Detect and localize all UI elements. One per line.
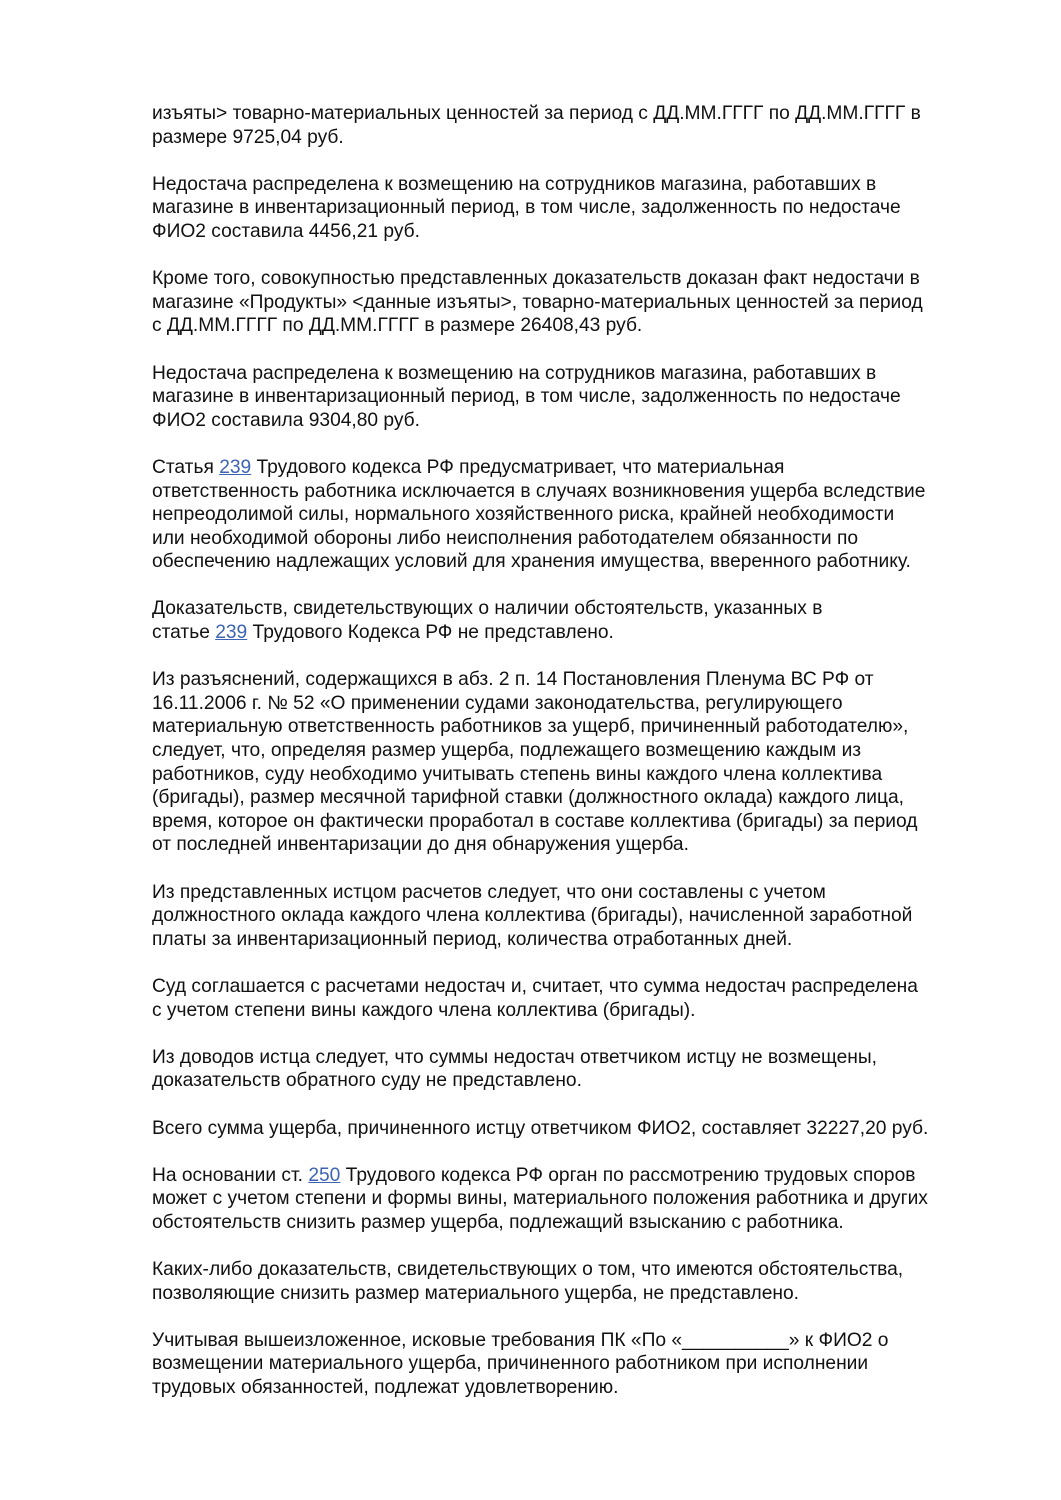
text-segment: На основании ст. — [152, 1164, 309, 1186]
paragraph-total-damage — [152, 1117, 997, 1141]
text-line — [152, 1164, 997, 1188]
text-line: от последней инвентаризации до дня обнаружения ущерба. — [152, 834, 689, 856]
text-line: работников, суду необходимо учитывать степень вины каждого члена коллектива — [152, 763, 883, 785]
text-line: Учитывая вышеизложенное, исковые требования ПК «По «__________» к ФИО2 о — [152, 1329, 889, 1351]
text-line: может с учетом степени и формы вины, материального положения работника и других — [152, 1188, 928, 1210]
text-line: обеспечению надлежащих условий для хранения имущества, вверенного работнику. — [152, 551, 911, 573]
text-line: ответственность работника исключается в случаях возникновения ущерба вследствие — [152, 480, 926, 502]
paragraph-plenum-explanation — [152, 668, 997, 857]
text-line: или необходимой обороны либо неисполнения работодателем обязанности по — [152, 527, 859, 549]
text-line: доказательств обратного суду не представлено. — [152, 1070, 582, 1092]
article-239-link[interactable]: 239 — [215, 622, 248, 644]
paragraph-shortage-distribution-2 — [152, 362, 997, 433]
text-line: магазине «Продукты» <данные изъяты>, товарно-материальных ценностей за период — [152, 291, 923, 313]
text-line: ФИО2 составила 4456,21 руб. — [152, 220, 421, 242]
text-line: Недостача распределена к возмещению на сотрудников магазина, работавших в — [152, 173, 877, 195]
text-line: Кроме того, совокупностью представленных доказательств доказан факт недостачи в — [152, 268, 920, 290]
text-line: Всего сумма ущерба, причиненного истцу ответчиком ФИО2, составляет 32227,20 руб. — [152, 1117, 929, 1139]
paragraph-court-agrees — [152, 975, 997, 1022]
text-line: Каких-либо доказательств, свидетельствующих о том, что имеются обстоятельства, — [152, 1259, 904, 1281]
text-line: Недостача распределена к возмещению на сотрудников магазина, работавших в — [152, 362, 877, 384]
paragraph-shortage-period-1 — [152, 102, 997, 149]
article-239-link[interactable]: 239 — [219, 456, 252, 478]
text-line: платы за инвентаризационный период, количества отработанных дней. — [152, 928, 793, 950]
text-line: следует, что, определяя размер ущерба, подлежащего возмещению каждым из — [152, 740, 862, 762]
text-line: обстоятельств снизить размер ущерба, подлежащий взысканию с работника. — [152, 1211, 844, 1233]
text-line: с ДД.ММ.ГГГГ по ДД.ММ.ГГГГ в размере 26408,43 руб. — [152, 315, 643, 337]
paragraph-plaintiff-calculations — [152, 881, 997, 952]
text-segment: Трудового кодекса РФ предусматривает, что материальная — [251, 456, 785, 478]
text-line: магазине в инвентаризационный период, в том числе, задолженность по недостаче — [152, 197, 901, 219]
text-line: возмещении материального ущерба, причиненного работником при исполнении — [152, 1353, 869, 1375]
text-line: изъяты> товарно-материальных ценностей за период с ДД.ММ.ГГГГ по ДД.ММ.ГГГГ в — [152, 103, 921, 124]
text-line: материальную ответственность работников за ущерб, причиненный работодателю», — [152, 716, 909, 738]
text-line: должностного оклада каждого члена коллектива (бригады), начисленной заработной — [152, 905, 913, 927]
paragraph-conclusion — [152, 1329, 997, 1400]
text-line: с учетом степени вины каждого члена коллектива (бригады). — [152, 999, 696, 1021]
text-line: время, которое он фактически проработал в составе коллектива (бригады) за период — [152, 810, 918, 832]
text-line: Из представленных истцом расчетов следует, что они составлены с учетом — [152, 881, 826, 903]
paragraph-article-250 — [152, 1164, 997, 1235]
text-line: позволяющие снизить размер материального ущерба, не представлено. — [152, 1282, 800, 1304]
paragraph-not-reimbursed — [152, 1046, 997, 1093]
paragraph-article-239 — [152, 456, 997, 574]
text-line: магазине в инвентаризационный период, в том числе, задолженность по недостаче — [152, 386, 901, 408]
article-250-link[interactable]: 250 — [308, 1164, 341, 1186]
paragraph-shortage-produkty — [152, 267, 997, 338]
text-line: (бригады), размер месячной тарифной ставки (должностного оклада) каждого лица, — [152, 787, 904, 809]
text-line: непреодолимой силы, нормального хозяйственного риска, крайней необходимости — [152, 504, 895, 526]
text-segment: статье — [152, 622, 216, 644]
text-segment: Трудового Кодекса РФ не представлено. — [247, 622, 614, 644]
text-line: 16.11.2006 г. № 52 «О применении судами законодательства, регулирующего — [152, 692, 843, 714]
text-line: размере 9725,04 руб. — [152, 126, 344, 148]
paragraph-shortage-distribution-1 — [152, 173, 997, 244]
text-line: трудовых обязанностей, подлежат удовлетворению. — [152, 1377, 619, 1399]
text-segment: Статья — [152, 456, 220, 478]
text-segment: Трудового кодекса РФ орган по рассмотрению трудовых споров — [340, 1164, 916, 1186]
paragraph-no-evidence-239 — [152, 597, 997, 644]
text-line: Из разъяснений, содержащихся в абз. 2 п. 14 Постановления Пленума ВС РФ от — [152, 669, 874, 691]
text-line: Суд соглашается с расчетами недостач и, считает, что сумма недостач распределена — [152, 975, 918, 997]
document-body — [152, 102, 997, 1423]
text-line: ФИО2 составила 9304,80 руб. — [152, 409, 421, 431]
text-line: Из доводов истца следует, что суммы недостач ответчиком истцу не возмещены, — [152, 1046, 877, 1068]
text-line: Доказательств, свидетельствующих о наличии обстоятельств, указанных в — [152, 598, 823, 620]
text-line — [152, 456, 997, 480]
text-line — [152, 621, 997, 645]
paragraph-no-mitigation-evidence — [152, 1258, 997, 1305]
